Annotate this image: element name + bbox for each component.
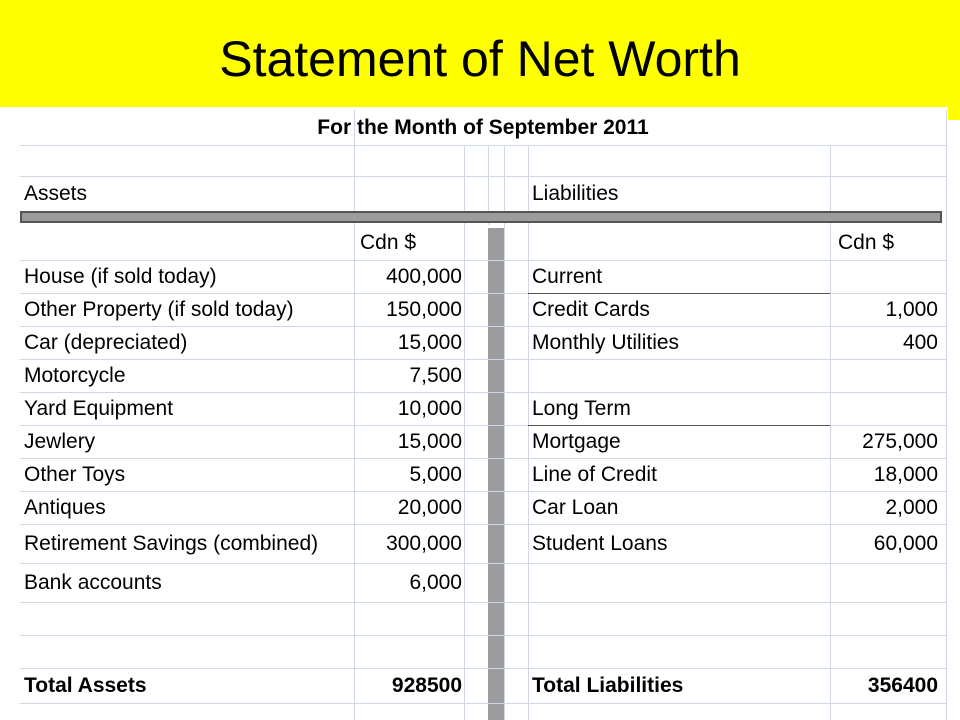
table-row <box>20 564 946 603</box>
table-row <box>20 294 946 327</box>
currency-label-assets: Cdn $ <box>360 231 417 254</box>
liability-label: Student Loans <box>532 532 668 555</box>
section-header-row <box>20 177 946 211</box>
asset-label: Retirement Savings (combined) <box>24 532 319 555</box>
asset-value: 6,000 <box>409 571 462 594</box>
totals-row <box>20 669 946 704</box>
asset-value: 300,000 <box>386 532 462 555</box>
currency-label-liabilities: Cdn $ <box>838 231 895 254</box>
liability-label <box>532 564 832 602</box>
liability-label: Car Loan <box>532 496 619 519</box>
asset-label: Bank accounts <box>24 571 162 594</box>
asset-value: 10,000 <box>397 397 462 420</box>
asset-value: 15,000 <box>397 331 462 354</box>
asset-value: 15,000 <box>397 430 462 453</box>
blank-row <box>20 704 946 720</box>
asset-value: 20,000 <box>397 496 462 519</box>
table-row <box>20 492 946 525</box>
subtitle-row <box>20 113 946 146</box>
total-assets-value: 928500 <box>391 674 462 697</box>
table-row <box>20 393 946 426</box>
t-account-bar <box>20 211 942 223</box>
liability-value: 400 <box>902 331 938 354</box>
assets-heading: Assets <box>24 182 88 205</box>
liability-label: Monthly Utilities <box>532 331 680 354</box>
table-row <box>20 459 946 492</box>
asset-label: Jewlery <box>24 430 96 453</box>
liability-value: 60,000 <box>873 532 938 555</box>
asset-value: 5,000 <box>409 463 462 486</box>
liability-value: 18,000 <box>873 463 938 486</box>
blank-row <box>20 146 946 177</box>
blank-row <box>20 636 946 669</box>
asset-value: 7,500 <box>409 364 462 387</box>
asset-label: Car (depreciated) <box>24 331 188 354</box>
total-assets-label: Total Assets <box>24 674 147 697</box>
table-row <box>20 426 946 459</box>
liability-value <box>832 360 942 392</box>
table-row <box>20 327 946 360</box>
liability-label <box>532 360 832 392</box>
asset-label: Other Property (if sold today) <box>24 298 294 321</box>
table-row <box>20 360 946 393</box>
asset-value: 150,000 <box>386 298 462 321</box>
liability-value <box>832 564 942 602</box>
asset-label: Yard Equipment <box>24 397 174 420</box>
liability-label: Long Term <box>532 397 631 420</box>
currency-row <box>20 226 946 261</box>
asset-label: Antiques <box>24 496 106 519</box>
blank-row <box>20 603 946 636</box>
page-title: Statement of Net Worth <box>219 31 741 87</box>
liability-label: Current <box>532 265 603 288</box>
total-liabilities-value: 356400 <box>867 674 938 697</box>
liability-value <box>832 393 942 425</box>
grid-col-line <box>946 110 947 720</box>
asset-value: 400,000 <box>386 265 462 288</box>
liabilities-heading: Liabilities <box>532 182 619 205</box>
asset-label: Motorcycle <box>24 364 126 387</box>
liability-label: Line of Credit <box>532 463 657 486</box>
liability-label: Credit Cards <box>532 298 650 321</box>
liability-value: 2,000 <box>885 496 938 519</box>
asset-label: House (if sold today) <box>24 265 217 288</box>
liability-value <box>832 261 942 293</box>
liability-label: Mortgage <box>532 430 621 453</box>
table-row <box>20 261 946 294</box>
liability-value: 275,000 <box>862 430 938 453</box>
total-liabilities-label: Total Liabilities <box>532 674 684 697</box>
liability-value: 1,000 <box>885 298 938 321</box>
asset-label: Other Toys <box>24 463 126 486</box>
table-row <box>20 525 946 564</box>
statement-period: For the Month of September 2011 <box>317 116 649 139</box>
